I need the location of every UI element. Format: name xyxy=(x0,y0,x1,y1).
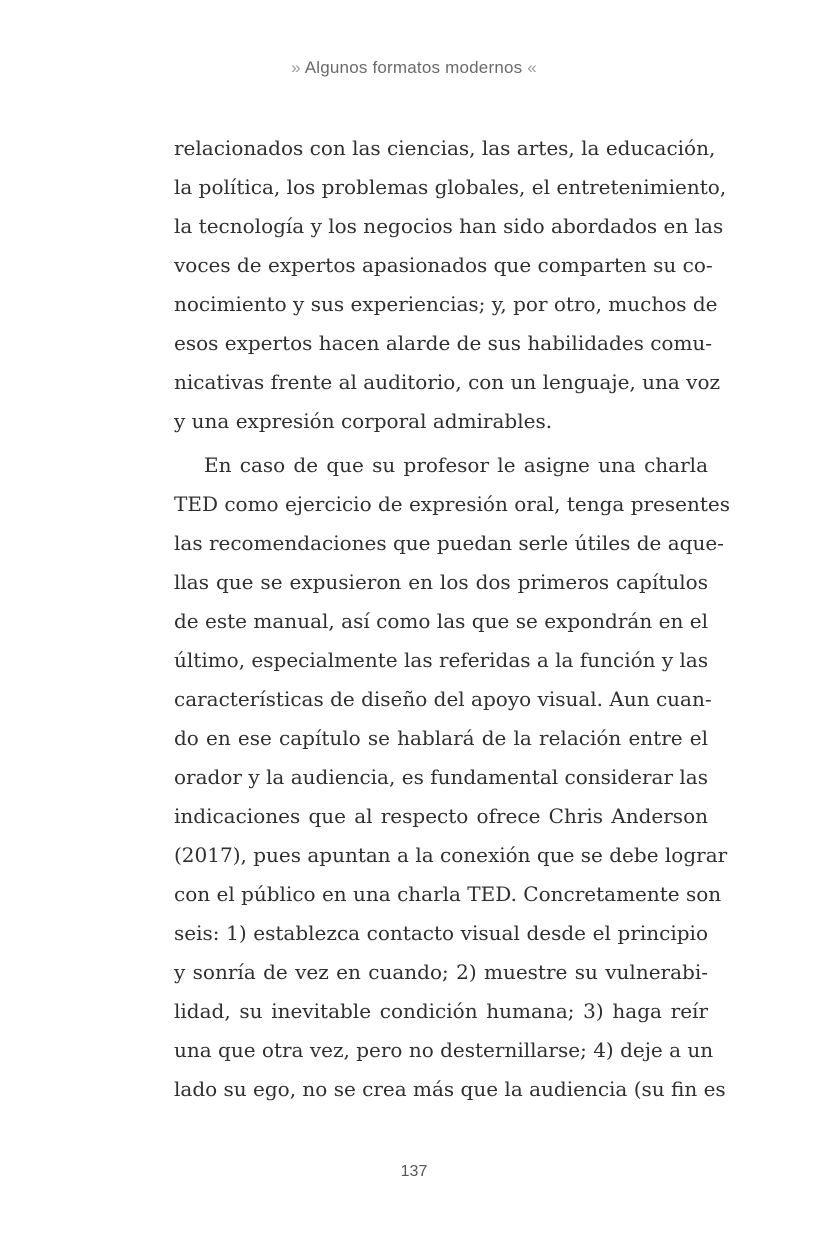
running-head xyxy=(0,58,828,78)
text-line: seis: 1) establezca contacto visual desde el principio xyxy=(174,921,708,945)
text-line: la política, los problemas globales, el entretenimiento, xyxy=(174,175,727,199)
text-line: una que otra vez, pero no desternillarse; 4) deje a un xyxy=(174,1038,714,1062)
text-line: En caso de que su profesor le asigne una charla xyxy=(204,453,708,477)
running-head-close-mark: « xyxy=(527,58,537,77)
text-line: nicativas frente al auditorio, con un lenguaje, una voz xyxy=(174,370,721,394)
running-head-open-mark: » xyxy=(291,58,301,77)
page-number: 137 xyxy=(400,1163,428,1180)
text-line: esos expertos hacen alarde de sus habilidades comu- xyxy=(174,331,713,355)
text-line: voces de expertos apasionados que comparten su co- xyxy=(174,253,713,277)
text-line: lado su ego, no se crea más que la audiencia (su fin es xyxy=(174,1077,726,1101)
text-line: orador y la audiencia, es fundamental considerar las xyxy=(174,765,708,789)
text-line: la tecnología y los negocios han sido abordados en las xyxy=(174,214,724,238)
text-line: características de diseño del apoyo visual. Aun cuan- xyxy=(174,687,712,711)
text-line: y una expresión corporal admirables. xyxy=(174,409,553,433)
paragraph xyxy=(174,446,731,1109)
text-line: último, especialmente las referidas a la función y las xyxy=(174,648,709,672)
text-line: lidad, su inevitable condición humana; 3) haga reír xyxy=(174,999,708,1023)
text-line: con el público en una charla TED. Concretamente son xyxy=(174,882,722,906)
text-line: TED como ejercicio de expresión oral, tenga presentes xyxy=(174,492,731,516)
text-line: y sonría de vez en cuando; 2) muestre su vulnerabi- xyxy=(174,960,708,984)
text-line: las recomendaciones que puedan serle útiles de aque- xyxy=(174,531,724,555)
text-line: do en ese capítulo se hablará de la relación entre el xyxy=(174,726,708,750)
body-text xyxy=(174,129,731,1109)
paragraph xyxy=(174,129,727,441)
text-line: relacionados con las ciencias, las artes, la educación, xyxy=(174,136,716,160)
text-line: indicaciones que al respecto ofrece Chris Anderson xyxy=(174,804,708,828)
text-line: llas que se expusieron en los dos primeros capítulos xyxy=(174,570,708,594)
text-line: nocimiento y sus experiencias; y, por otro, muchos de xyxy=(174,292,718,316)
text-line: (2017), pues apuntan a la conexión que se debe lograr xyxy=(174,843,728,867)
text-line: de este manual, así como las que se expondrán en el xyxy=(174,609,708,633)
running-head-title: Algunos formatos modernos xyxy=(304,58,523,77)
